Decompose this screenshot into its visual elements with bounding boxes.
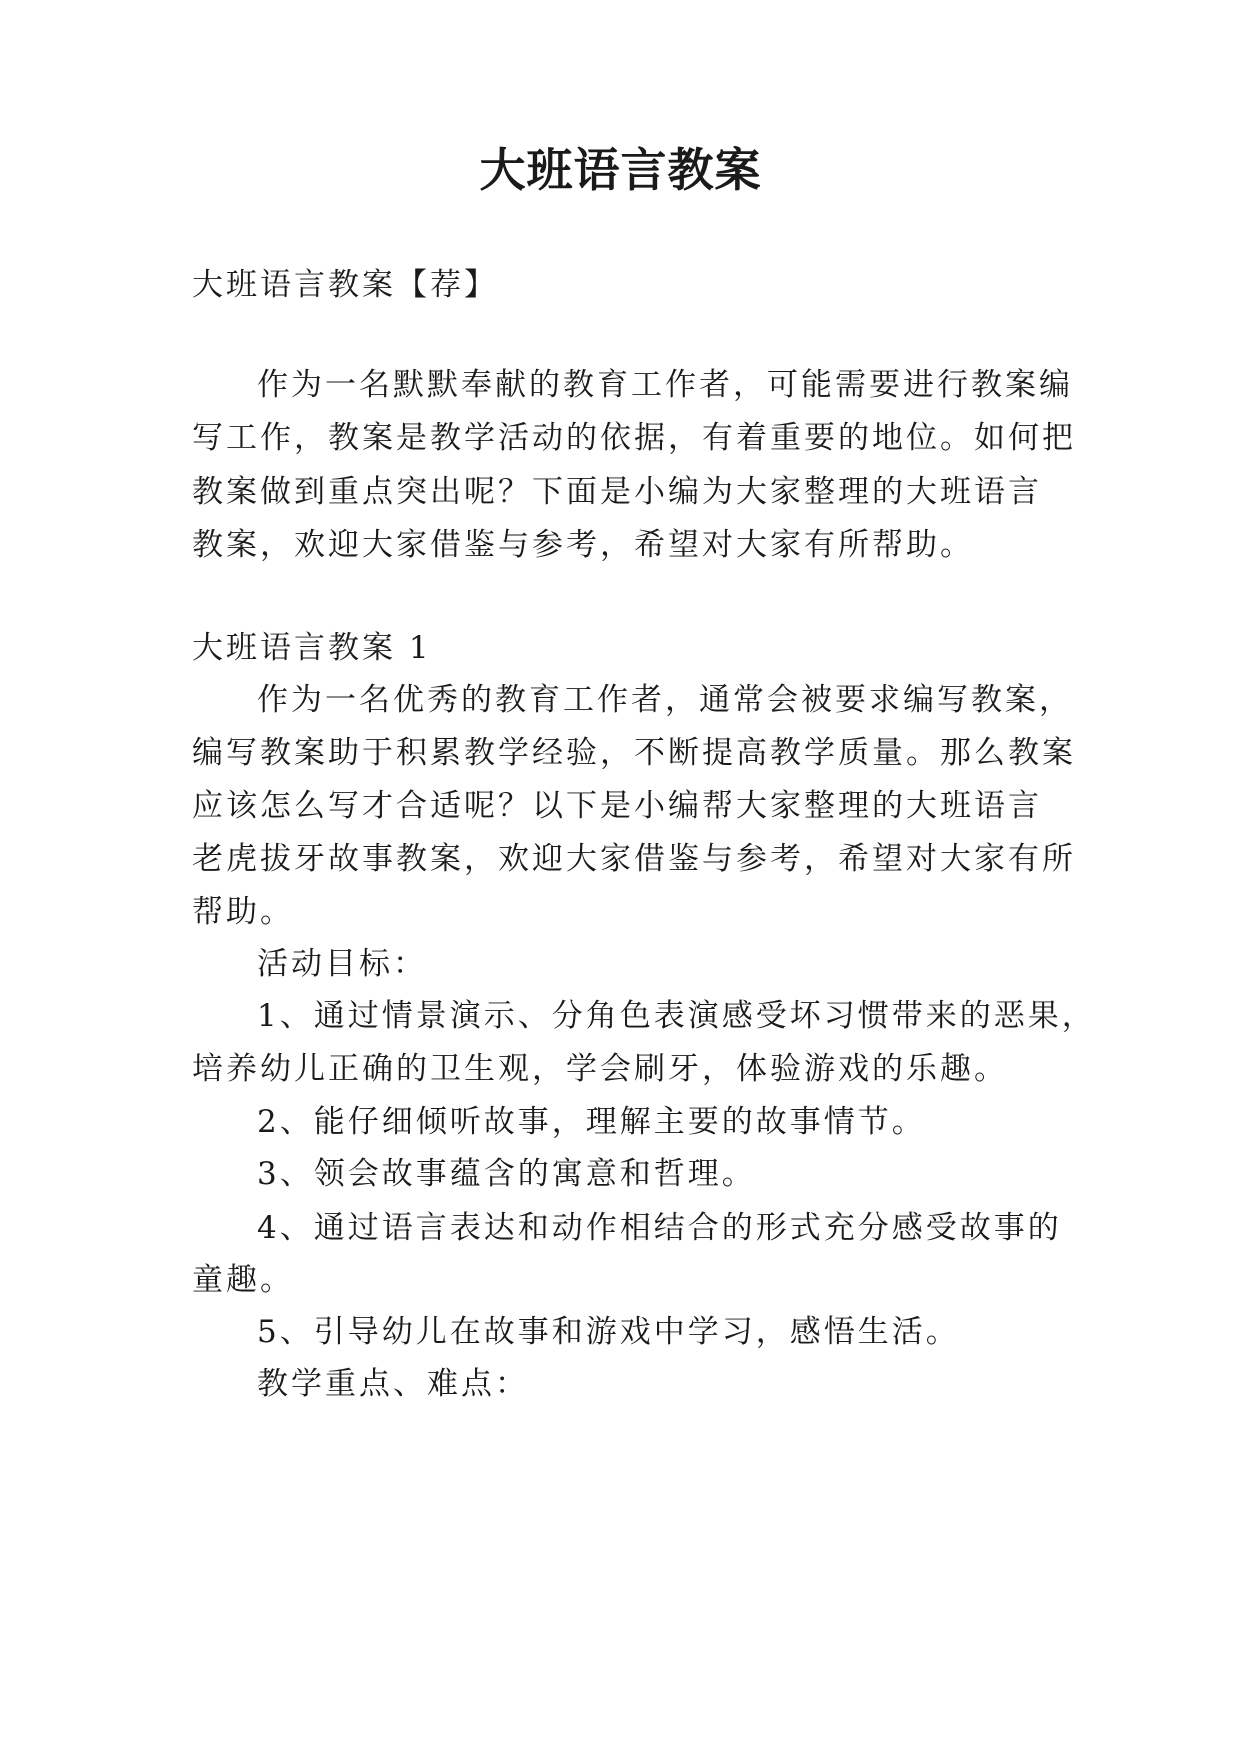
goal-line-2: 培养幼儿正确的卫生观，学会刷牙，体验游戏的乐趣。 — [192, 1051, 1008, 1087]
intro-line-2: 写工作，教案是教学活动的依据，有着重要的地位。如何把 — [192, 420, 1076, 456]
section-heading: 大班语言教案 1 — [192, 630, 432, 666]
document-title: 大班语言教案 — [479, 143, 762, 197]
goal-line-1: 1、通过情景演示、分角色表演感受坏习惯带来的恶果， — [257, 998, 1096, 1034]
section-line-5: 帮助。 — [192, 894, 294, 930]
section-line-1: 作为一名优秀的教育工作者，通常会被要求编写教案， — [257, 682, 1073, 718]
intro-line-1: 作为一名默默奉献的教育工作者，可能需要进行教案编 — [257, 367, 1073, 403]
section-line-3: 应该怎么写才合适呢？以下是小编帮大家整理的大班语言 — [192, 788, 1042, 824]
goal-line-5: 4、通过语言表达和动作相结合的形式充分感受故事的 — [257, 1210, 1062, 1246]
intro-line-4: 教案，欢迎大家借鉴与参考，希望对大家有所帮助。 — [192, 527, 974, 563]
document-subtitle: 大班语言教案【荐】 — [192, 267, 498, 303]
section-line-2: 编写教案助于积累教学经验，不断提高教学质量。那么教案 — [192, 735, 1076, 771]
intro-line-3: 教案做到重点突出呢？下面是小编为大家整理的大班语言 — [192, 474, 1042, 510]
key-points-heading: 教学重点、难点： — [257, 1366, 529, 1402]
goal-line-6: 童趣。 — [192, 1262, 294, 1298]
goal-line-4: 3、领会故事蕴含的寓意和哲理。 — [257, 1156, 756, 1192]
section-line-4: 老虎拔牙故事教案，欢迎大家借鉴与参考，希望对大家有所 — [192, 841, 1076, 877]
goals-heading: 活动目标： — [257, 946, 427, 982]
goal-line-7: 5、引导幼儿在故事和游戏中学习，感悟生活。 — [257, 1314, 960, 1350]
goal-line-3: 2、能仔细倾听故事，理解主要的故事情节。 — [257, 1104, 926, 1140]
